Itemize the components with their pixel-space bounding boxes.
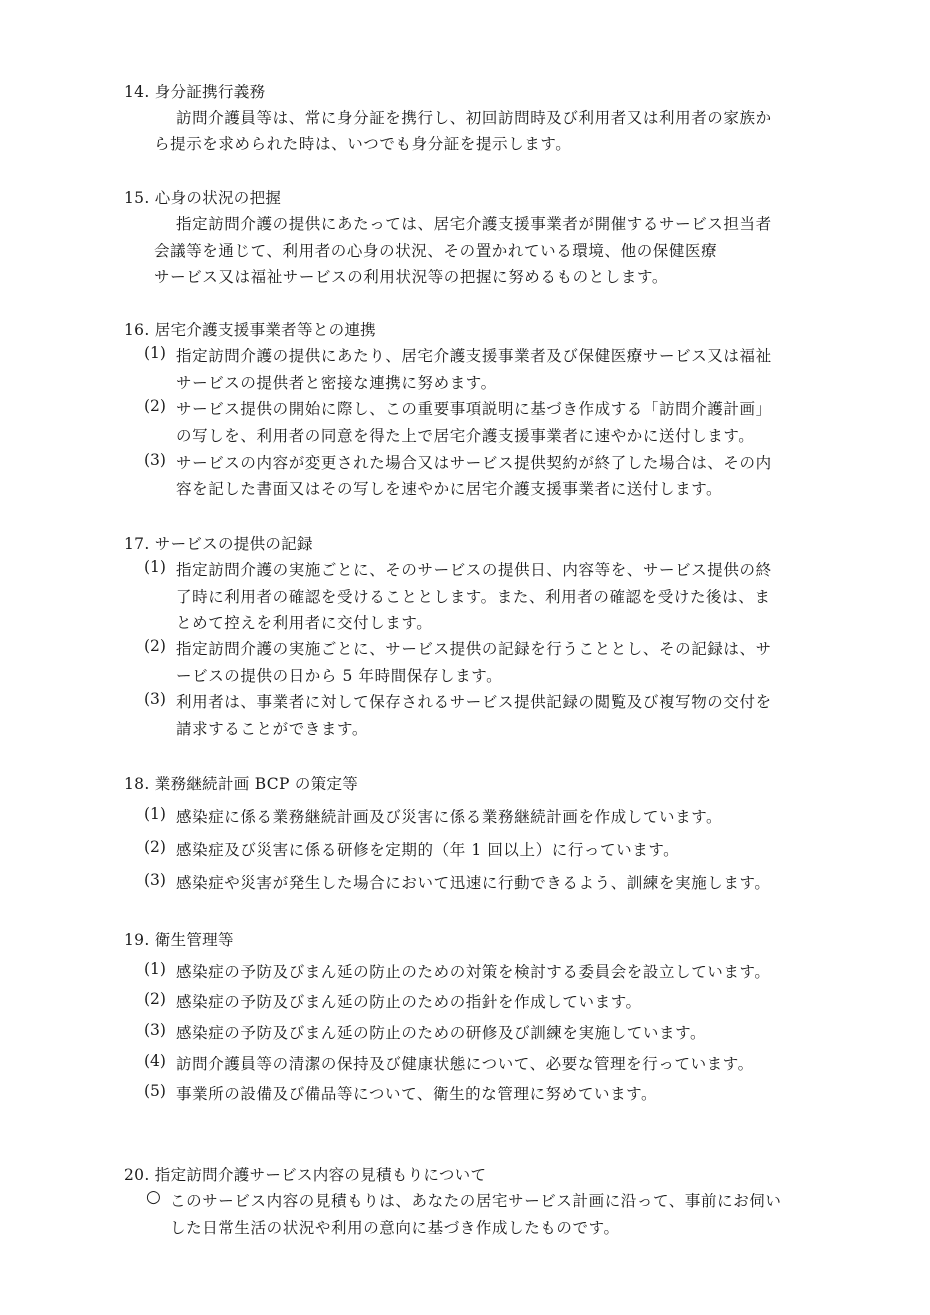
section-18-item-2-num: (2) (144, 838, 166, 856)
section-14-line-1: 訪問介護員等は、常に身分証を携行し、初回訪問時及び利用者又は利用者の家族か (176, 109, 772, 127)
section-16-item-2-line-2: の写しを、利用者の同意を得た上で居宅介護支援事業者に速やかに送付します。 (176, 427, 755, 445)
section-17-item-2-line-2: ービスの提供の日から 5 年時間保存します。 (176, 667, 503, 685)
section-19-item-2-num: (2) (144, 990, 166, 1008)
section-18-item-2-line-1: 感染症及び災害に係る研修を定期的（年 1 回以上）に行っています。 (176, 841, 680, 859)
section-19-item-3-line-1: 感染症の予防及びまん延の防止のための研修及び訓練を実施しています。 (176, 1024, 707, 1042)
section-16-item-1-line-1: 指定訪問介護の提供にあたり、居宅介護支援事業者及び保健医療サービス又は福祉 (176, 347, 772, 365)
section-19-item-3-num: (3) (144, 1021, 166, 1039)
section-19-title: 19. 衛生管理等 (124, 931, 234, 949)
section-17-item-1-line-3: とめて控えを利用者に交付します。 (176, 614, 433, 632)
section-19-item-1-line-1: 感染症の予防及びまん延の防止のための対策を検討する委員会を設立しています。 (176, 963, 771, 981)
section-16-item-3-num: (3) (144, 451, 166, 469)
section-15-title: 15. 心身の状況の把握 (124, 189, 282, 207)
section-19-item-2-line-1: 感染症の予防及びまん延の防止のための指針を作成しています。 (176, 993, 642, 1011)
section-15-line-3: サービス又は福祉サービスの利用状況等の把握に努めるものとします。 (154, 268, 668, 286)
section-19-item-1-num: (1) (144, 960, 166, 978)
section-17-item-2-num: (2) (144, 637, 166, 655)
section-20-item-1-line-1: このサービス内容の見積もりは、あなたの居宅サービス計画に沿って、事前にお伺い (170, 1192, 782, 1210)
section-17-item-1-line-1: 指定訪問介護の実施ごとに、そのサービスの提供日、内容等を、サービス提供の終 (176, 561, 772, 579)
section-17-item-1-num: (1) (144, 558, 166, 576)
section-19-item-5-num: (5) (144, 1082, 166, 1100)
section-15-line-2: 会議等を通じて、利用者の心身の状況、その置かれている環境、他の保健医療 (154, 242, 718, 260)
section-16-item-2-num: (2) (144, 397, 166, 415)
section-18-item-1-num: (1) (144, 805, 166, 823)
section-18-item-3-num: (3) (144, 871, 166, 889)
section-19-item-4-num: (4) (144, 1052, 166, 1070)
section-16-item-3-line-1: サービスの内容が変更された場合又はサービス提供契約が終了した場合は、その内 (176, 454, 772, 472)
section-18-title: 18. 業務継続計画 BCP の策定等 (124, 775, 359, 793)
section-16-item-2-line-1: サービス提供の開始に際し、この重要事項説明に基づき作成する「訪問介護計画」 (176, 400, 772, 418)
section-18-item-1-line-1: 感染症に係る業務継続計画及び災害に係る業務継続計画を作成しています。 (176, 808, 723, 826)
section-15-line-1: 指定訪問介護の提供にあたっては、居宅介護支援事業者が開催するサービス担当者 (176, 215, 772, 233)
section-14-title: 14. 身分証携行義務 (124, 83, 266, 101)
section-16-item-1-line-2: サービスの提供者と密接な連携に努めます。 (176, 374, 497, 392)
section-18-item-3-line-1: 感染症や災害が発生した場合において迅速に行動できるよう、訓練を実施します。 (176, 874, 771, 892)
section-17-item-3-line-1: 利用者は、事業者に対して保存されるサービス提供記録の閲覧及び複写物の交付を (176, 693, 772, 711)
section-17-title: 17. サービスの提供の記録 (124, 535, 313, 553)
section-20-title: 20. 指定訪問介護サービス内容の見積もりについて (124, 1166, 487, 1184)
section-16-title: 16. 居宅介護支援事業者等との連携 (124, 321, 376, 339)
section-19-item-5-line-1: 事業所の設備及び備品等について、衛生的な管理に努めています。 (176, 1085, 658, 1103)
section-17-item-3-line-2: 請求することができます。 (176, 720, 368, 738)
section-16-item-3-line-2: 容を記した書面又はその写しを速やかに居宅介護支援事業者に送付します。 (176, 480, 723, 498)
section-17-item-3-num: (3) (144, 690, 166, 708)
section-17-item-2-line-1: 指定訪問介護の実施ごとに、サービス提供の記録を行うこととし、その記録は、サ (176, 640, 772, 658)
section-20-item-1-line-2: した日常生活の状況や利用の意向に基づき作成したものです。 (170, 1219, 620, 1237)
section-17-item-1-line-2: 了時に利用者の確認を受けることとします。また、利用者の確認を受けた後は、ま (176, 588, 771, 606)
circle-bullet-icon: ○ (146, 1187, 161, 1207)
section-16-item-1-num: (1) (144, 344, 166, 362)
section-14-line-2: ら提示を求められた時は、いつでも身分証を提示します。 (154, 135, 572, 153)
section-19-item-4-line-1: 訪問介護員等の清潔の保持及び健康状態について、必要な管理を行っています。 (176, 1055, 754, 1073)
